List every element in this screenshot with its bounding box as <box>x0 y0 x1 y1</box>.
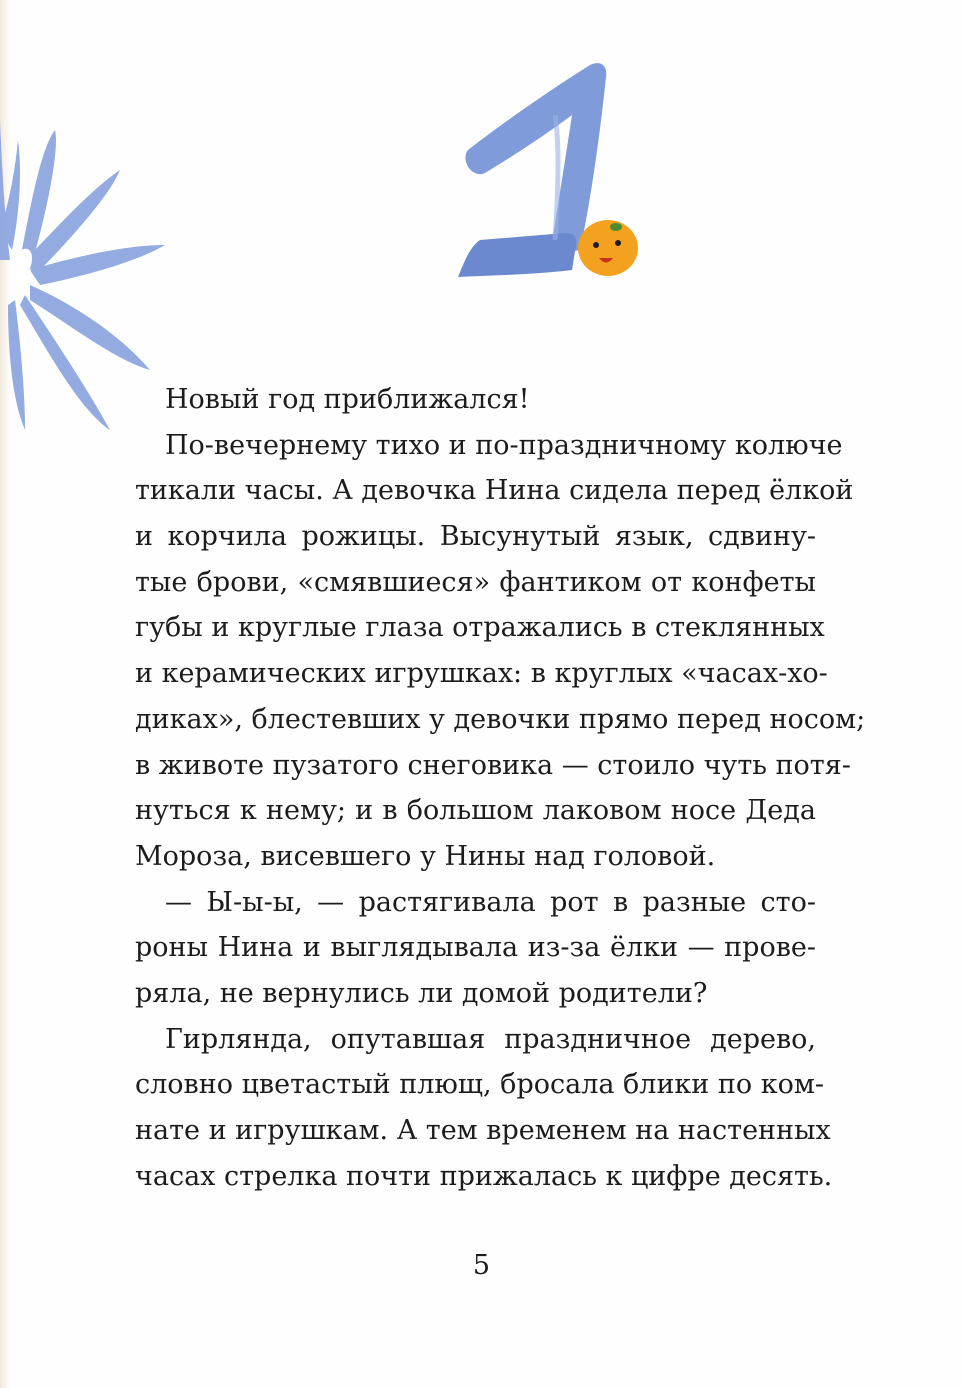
text-line: нате и игрушкам. А тем временем на настенных <box>135 1115 831 1146</box>
text-line: и корчила рожицы. Высунутый язык, сдвину- <box>135 521 816 553</box>
page-number: 5 <box>472 1250 491 1281</box>
text-line: диках», блестевших у девочки прямо перед носом; <box>135 703 866 735</box>
text-line: — Ы-ы-ы, — растягивала рот в разные сто- <box>165 886 816 918</box>
chapter-body-text <box>135 377 866 1199</box>
text-line: ряла, не вернулись ли домой родители? <box>135 977 708 1009</box>
text-line: нуться к нему; и в большом лаковом носе Деда <box>135 795 816 827</box>
text-line: Гирлянда, опутавшая праздничное дерево, <box>165 1023 816 1055</box>
text-line: и керамических игрушках: в круглых «часах-хо- <box>135 658 828 690</box>
orange-fruit-face-icon <box>578 220 638 276</box>
text-line: тые брови, «смявшиеся» фантиком от конфеты <box>135 566 816 598</box>
text-line: Мороза, висевшего у Нины над головой. <box>135 840 716 872</box>
text-line: часах стрелка почти прижалась к цифре десять. <box>135 1160 833 1192</box>
text-line: губы и круглые глаза отражались в стеклянных <box>135 612 825 644</box>
text-line: словно цветастый плющ, бросала блики по ком- <box>135 1069 824 1101</box>
text-line: Новый год приближался! <box>165 384 530 415</box>
text-line: в животе пузатого снеговика — стоило чуть потя- <box>135 749 851 781</box>
text-line: тикали часы. А девочка Нина сидела перед ёлкой <box>135 475 854 507</box>
chapter-number <box>440 55 660 295</box>
text-line: По-вечернему тихо и по-праздничному колюче <box>165 429 843 461</box>
text-line: роны Нина и выглядывала из-за ёлки — прове- <box>135 932 816 964</box>
